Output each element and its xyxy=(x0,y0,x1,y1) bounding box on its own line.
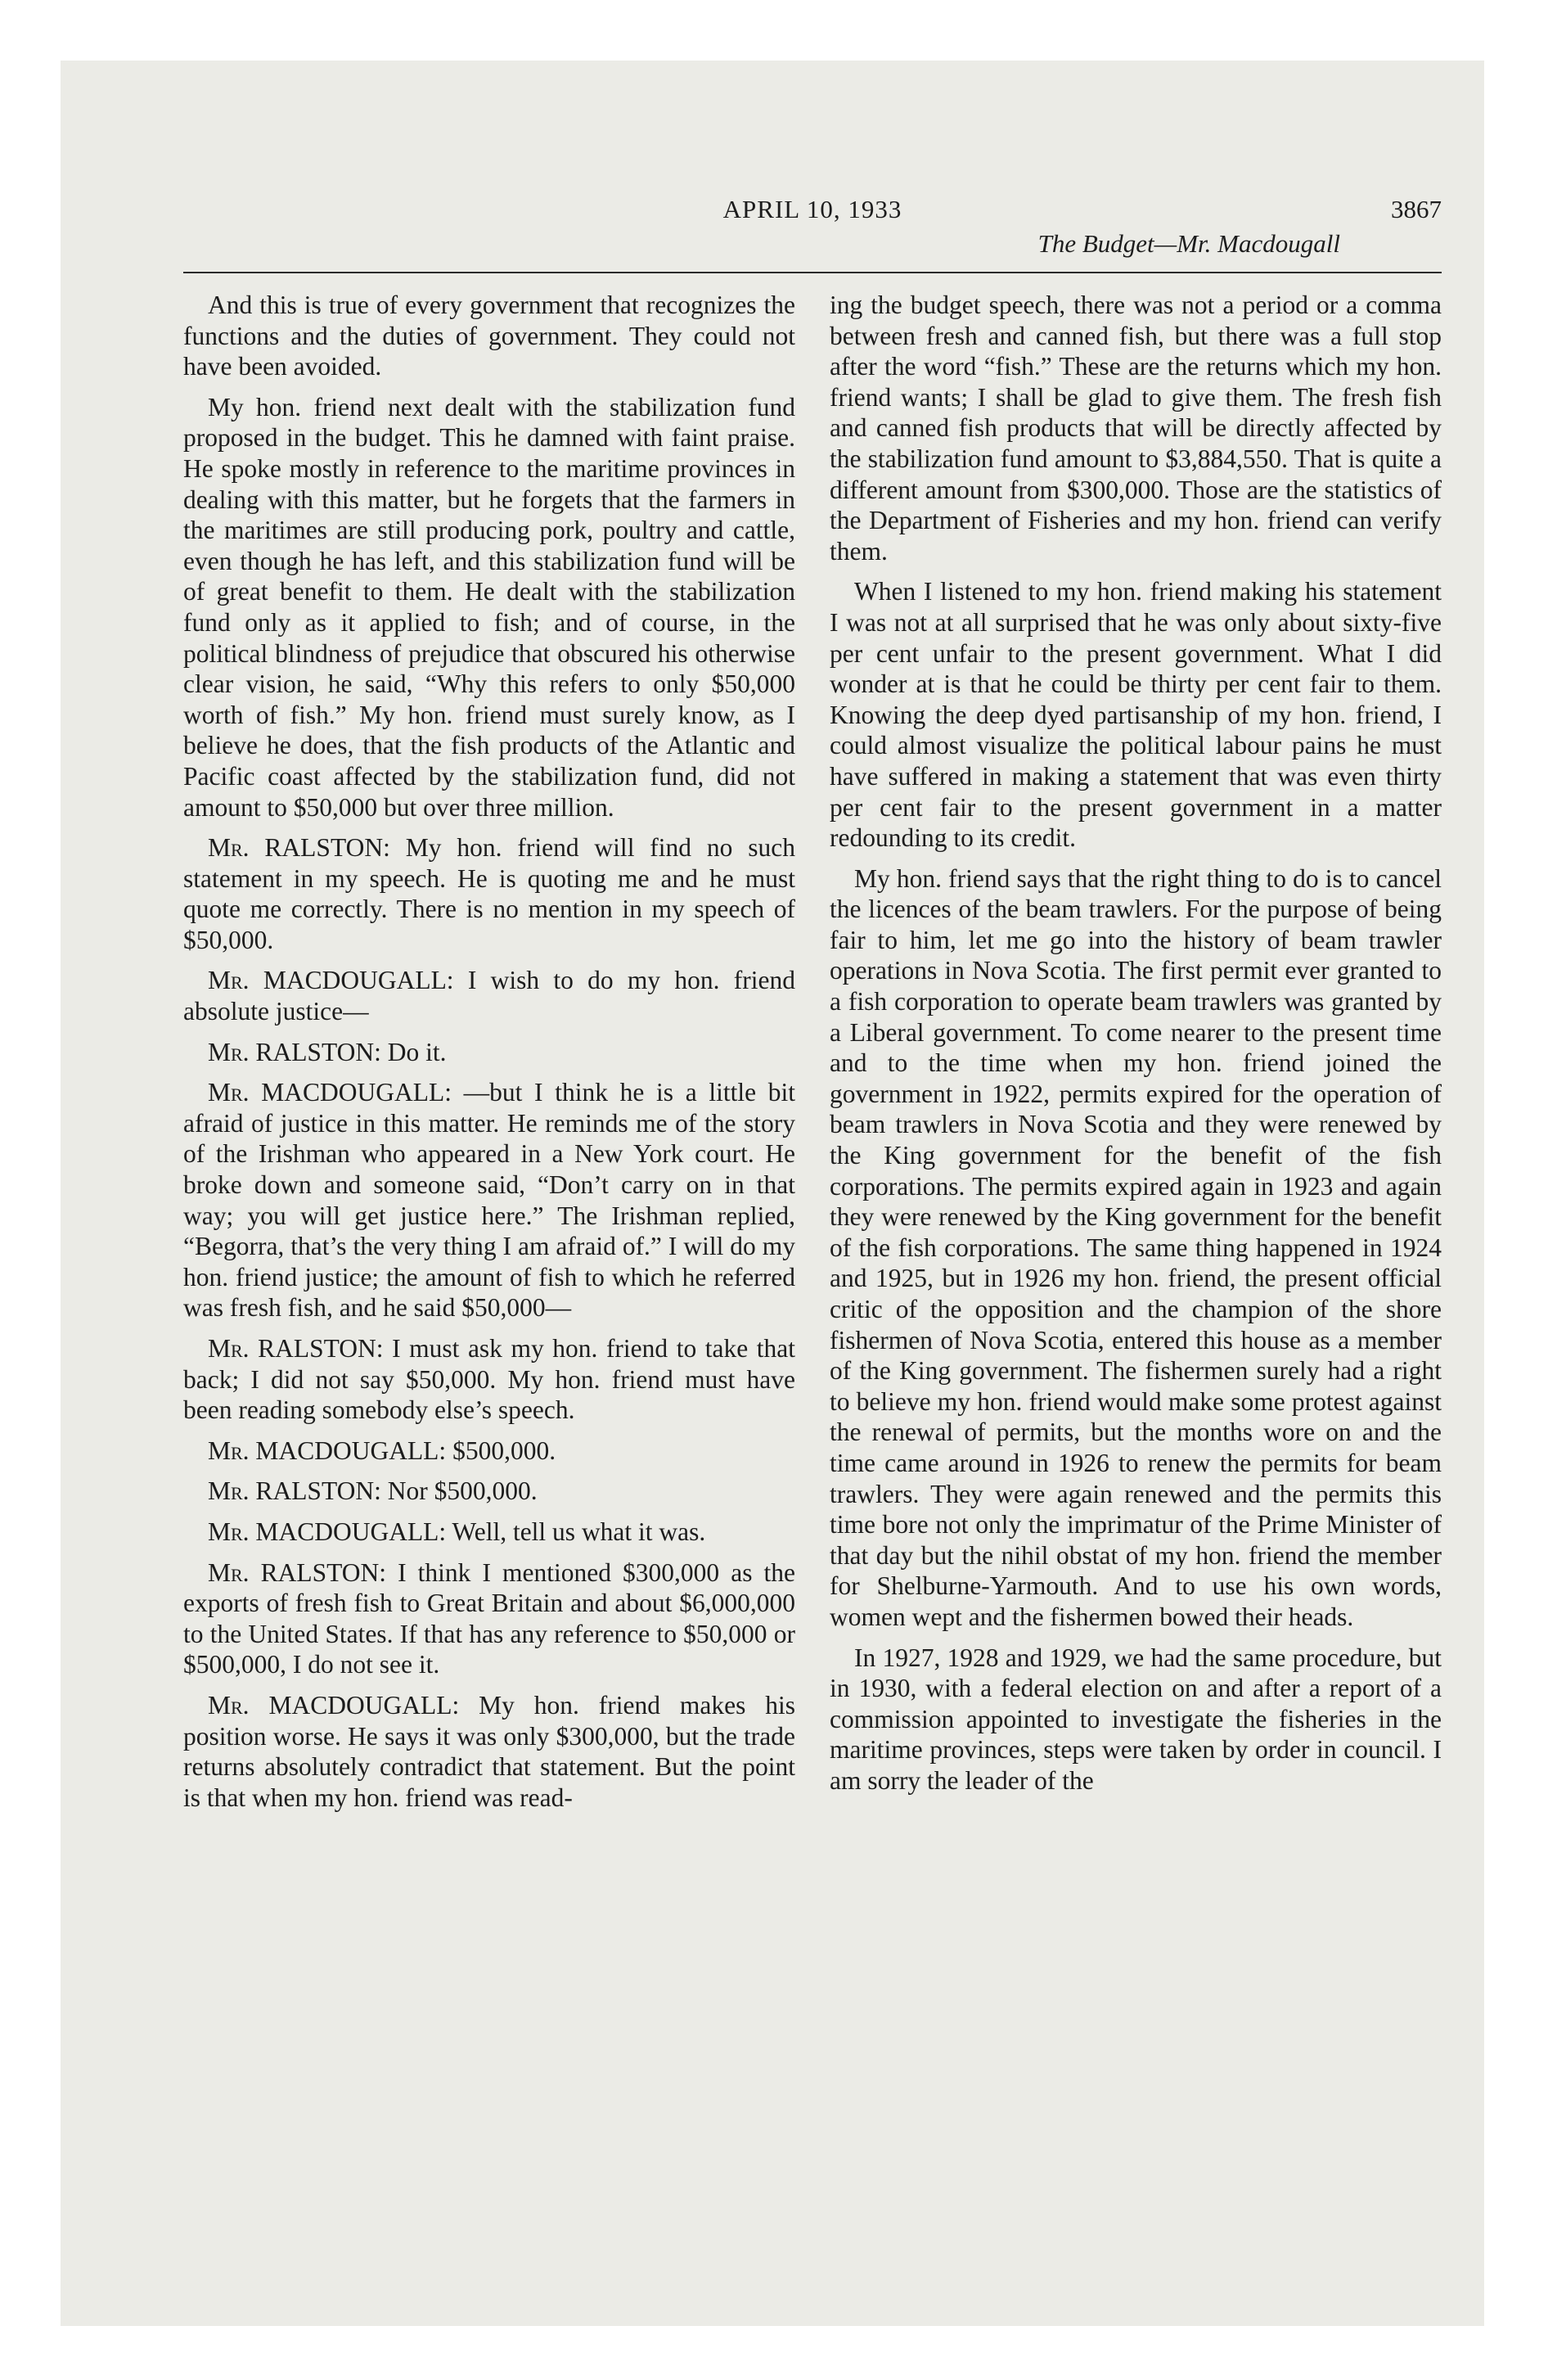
paragraph-continued xyxy=(830,290,1442,566)
speaker-name: Mr. MACDOUGALL: xyxy=(208,1078,452,1107)
paragraph-text: My hon. friend makes his position worse. He says it was only $300,000, but the trade returns absolutely contradict that statement. But the point is that when my hon. friend was read- xyxy=(183,1690,795,1812)
paragraph xyxy=(183,832,795,955)
paragraph-text: —but I think he is a little bit afraid of justice in this matter. He reminds me of the story of the Irishman who appeared in a New York court. He broke down and someone said, “Don’t carry on in that way; you will get justice here.” The Irishman replied, “Begorra, that’s the very thing I am afraid of.” I will do my hon. friend justice; the amount of fish to which he referred was fresh fish, and he said $50,000— xyxy=(183,1078,795,1323)
speaker-name: Mr. RALSTON: xyxy=(208,1476,381,1506)
running-head xyxy=(183,192,1442,282)
paragraph-text: Well, tell us what it was. xyxy=(452,1517,706,1546)
scanned-page-background xyxy=(61,61,1484,2326)
paragraph-text: I must ask my hon. friend to take that back; I did not say $50,000. My hon. friend must have been reading somebody else’s speech. xyxy=(183,1334,795,1425)
paragraph xyxy=(830,863,1442,1633)
speaker-name: Mr. RALSTON: xyxy=(208,833,390,863)
paragraph xyxy=(183,1436,795,1467)
paragraph-text: I wish to do my hon. friend absolute justice— xyxy=(183,966,795,1026)
paragraph xyxy=(830,576,1442,853)
paragraph xyxy=(830,1643,1442,1796)
paragraph xyxy=(183,392,795,823)
speaker-name: Mr. MACDOUGALL: xyxy=(208,1436,447,1465)
paragraph-text: Nor $500,000. xyxy=(387,1476,538,1506)
paragraph-text: And this is true of every government that recognizes the functions and the duties of government. They could not have been avoided. xyxy=(183,291,795,381)
paragraph xyxy=(183,1476,795,1507)
paragraph xyxy=(183,965,795,1026)
right-column xyxy=(830,290,1442,1806)
speaker-name: Mr. RALSTON: xyxy=(208,1334,384,1363)
paragraph xyxy=(183,1077,795,1323)
header-divider xyxy=(183,272,1442,273)
speaker-name: Mr. RALSTON: xyxy=(208,1557,387,1587)
paragraph-text: In 1927, 1928 and 1929, we had the same procedure, but in 1930, with a federal election on and after a report of a commission appointed to investigate the fisheries in the maritime provinces, steps were taken by order in council. I am sorry the leader of the xyxy=(830,1643,1442,1795)
speaker-name: Mr. MACDOUGALL: xyxy=(208,1517,447,1546)
left-column xyxy=(183,290,795,1823)
paragraph-text: When I listened to my hon. friend making his statement I was not at all surprised that he was only about sixty-five per cent unfair to the present government. What I did wonder at is that he could be thirty per cent fair to them. Knowing the deep dyed partisanship of my hon. friend, I could almost visualize the political labour pains he must have suffered in making a statement that was even thirty per cent fair to the present government in a matter redounding to its credit. xyxy=(830,577,1442,853)
paragraph xyxy=(183,1690,795,1813)
page-date: APRIL 10, 1933 xyxy=(722,195,902,223)
debate-subject: The Budget—Mr. Macdougall xyxy=(1037,229,1340,258)
paragraph xyxy=(183,1333,795,1426)
paragraph-text: I think I mentioned $300,000 as the exports of fresh fish to Great Britain and about $6,000,000 to the United States. If that has any reference to $50,000 or $500,000, I do not see it. xyxy=(183,1557,796,1679)
paragraph xyxy=(183,1557,795,1680)
paragraph-text: ing the budget speech, there was not a period or a comma between fresh and canned fish, but there was a full stop after the word “fish.” These are the returns which my hon. friend wants; I shall be glad to give them. The fresh fish and canned fish products that will be directly affected by the stabilization fund amount to $3,884,550. That is quite a different amount from $300,000. Those are the statistics of the Department of Fisheries and my hon. friend can verify them. xyxy=(830,291,1442,566)
speaker-name: Mr. MACDOUGALL: xyxy=(208,966,454,995)
hansard-page xyxy=(183,192,1442,2287)
paragraph-text: Do it. xyxy=(387,1037,447,1066)
paragraph-text: My hon. friend says that the right thing to do is to cancel the licences of the beam trawlers. For the purpose of being fair to him, let me go into the history of beam trawler operations in Nova Scotia. The first permit ever granted to a fish corporation to operate beam trawlers was granted by a Liberal government. To come nearer to the present time and to the time when my hon. friend joined the government in 1922, permits expired for the operation of beam trawlers in Nova Scotia and they were renewed by the King government for the benefit of the fish corporations. The permits expired again in 1923 and again they were renewed by the King government for the benefit of the fish corporations. The same thing happened in 1924 and 1925, but in 1926 my hon. friend, the present official critic of the opposition and the champion of the shore fishermen of Nova Scotia, entered this house as a member of the King government. The fishermen surely had a right to believe my hon. friend would make some protest against the renewal of permits, but the months wore on and the time came around in 1926 to renew the permits for beam trawlers. They were again renewed and the permits this time bore not only the imprimatur of the Prime Minister of that day but the nihil obstat of my hon. friend the member for Shelburne-Yarmouth. And to use his own words, women wept and the fishermen bowed their heads. xyxy=(830,863,1442,1631)
paragraph-text: My hon. friend will find no such statement in my speech. He is quoting me and he must quote me correctly. There is no mention in my speech of $50,000. xyxy=(183,833,796,954)
paragraph-text: My hon. friend next dealt with the stabilization fund proposed in the budget. This he damned with faint praise. He spoke mostly in reference to the maritime provinces in dealing with this matter, but he forgets that the farmers in the maritimes are still producing pork, poultry and cattle, even though he has left, and this stabilization fund will be of great benefit to them. He dealt with the stabilization fund only as it applied to fish; and of course, in the political blindness of prejudice that obscured his otherwise clear vision, he said, “Why this refers to only $50,000 worth of fish.” My hon. friend must surely know, as I believe he does, that the fish products of the Atlantic and Pacific coast affected by the stabilization fund, did not amount to $50,000 but over three million. xyxy=(183,392,795,822)
speaker-name: Mr. RALSTON: xyxy=(208,1037,381,1066)
page-number: 3867 xyxy=(1391,195,1442,223)
paragraph xyxy=(183,290,795,382)
paragraph xyxy=(183,1037,795,1068)
paragraph-text: $500,000. xyxy=(452,1436,556,1465)
speaker-name: Mr. MACDOUGALL: xyxy=(208,1690,460,1720)
paragraph xyxy=(183,1517,795,1548)
